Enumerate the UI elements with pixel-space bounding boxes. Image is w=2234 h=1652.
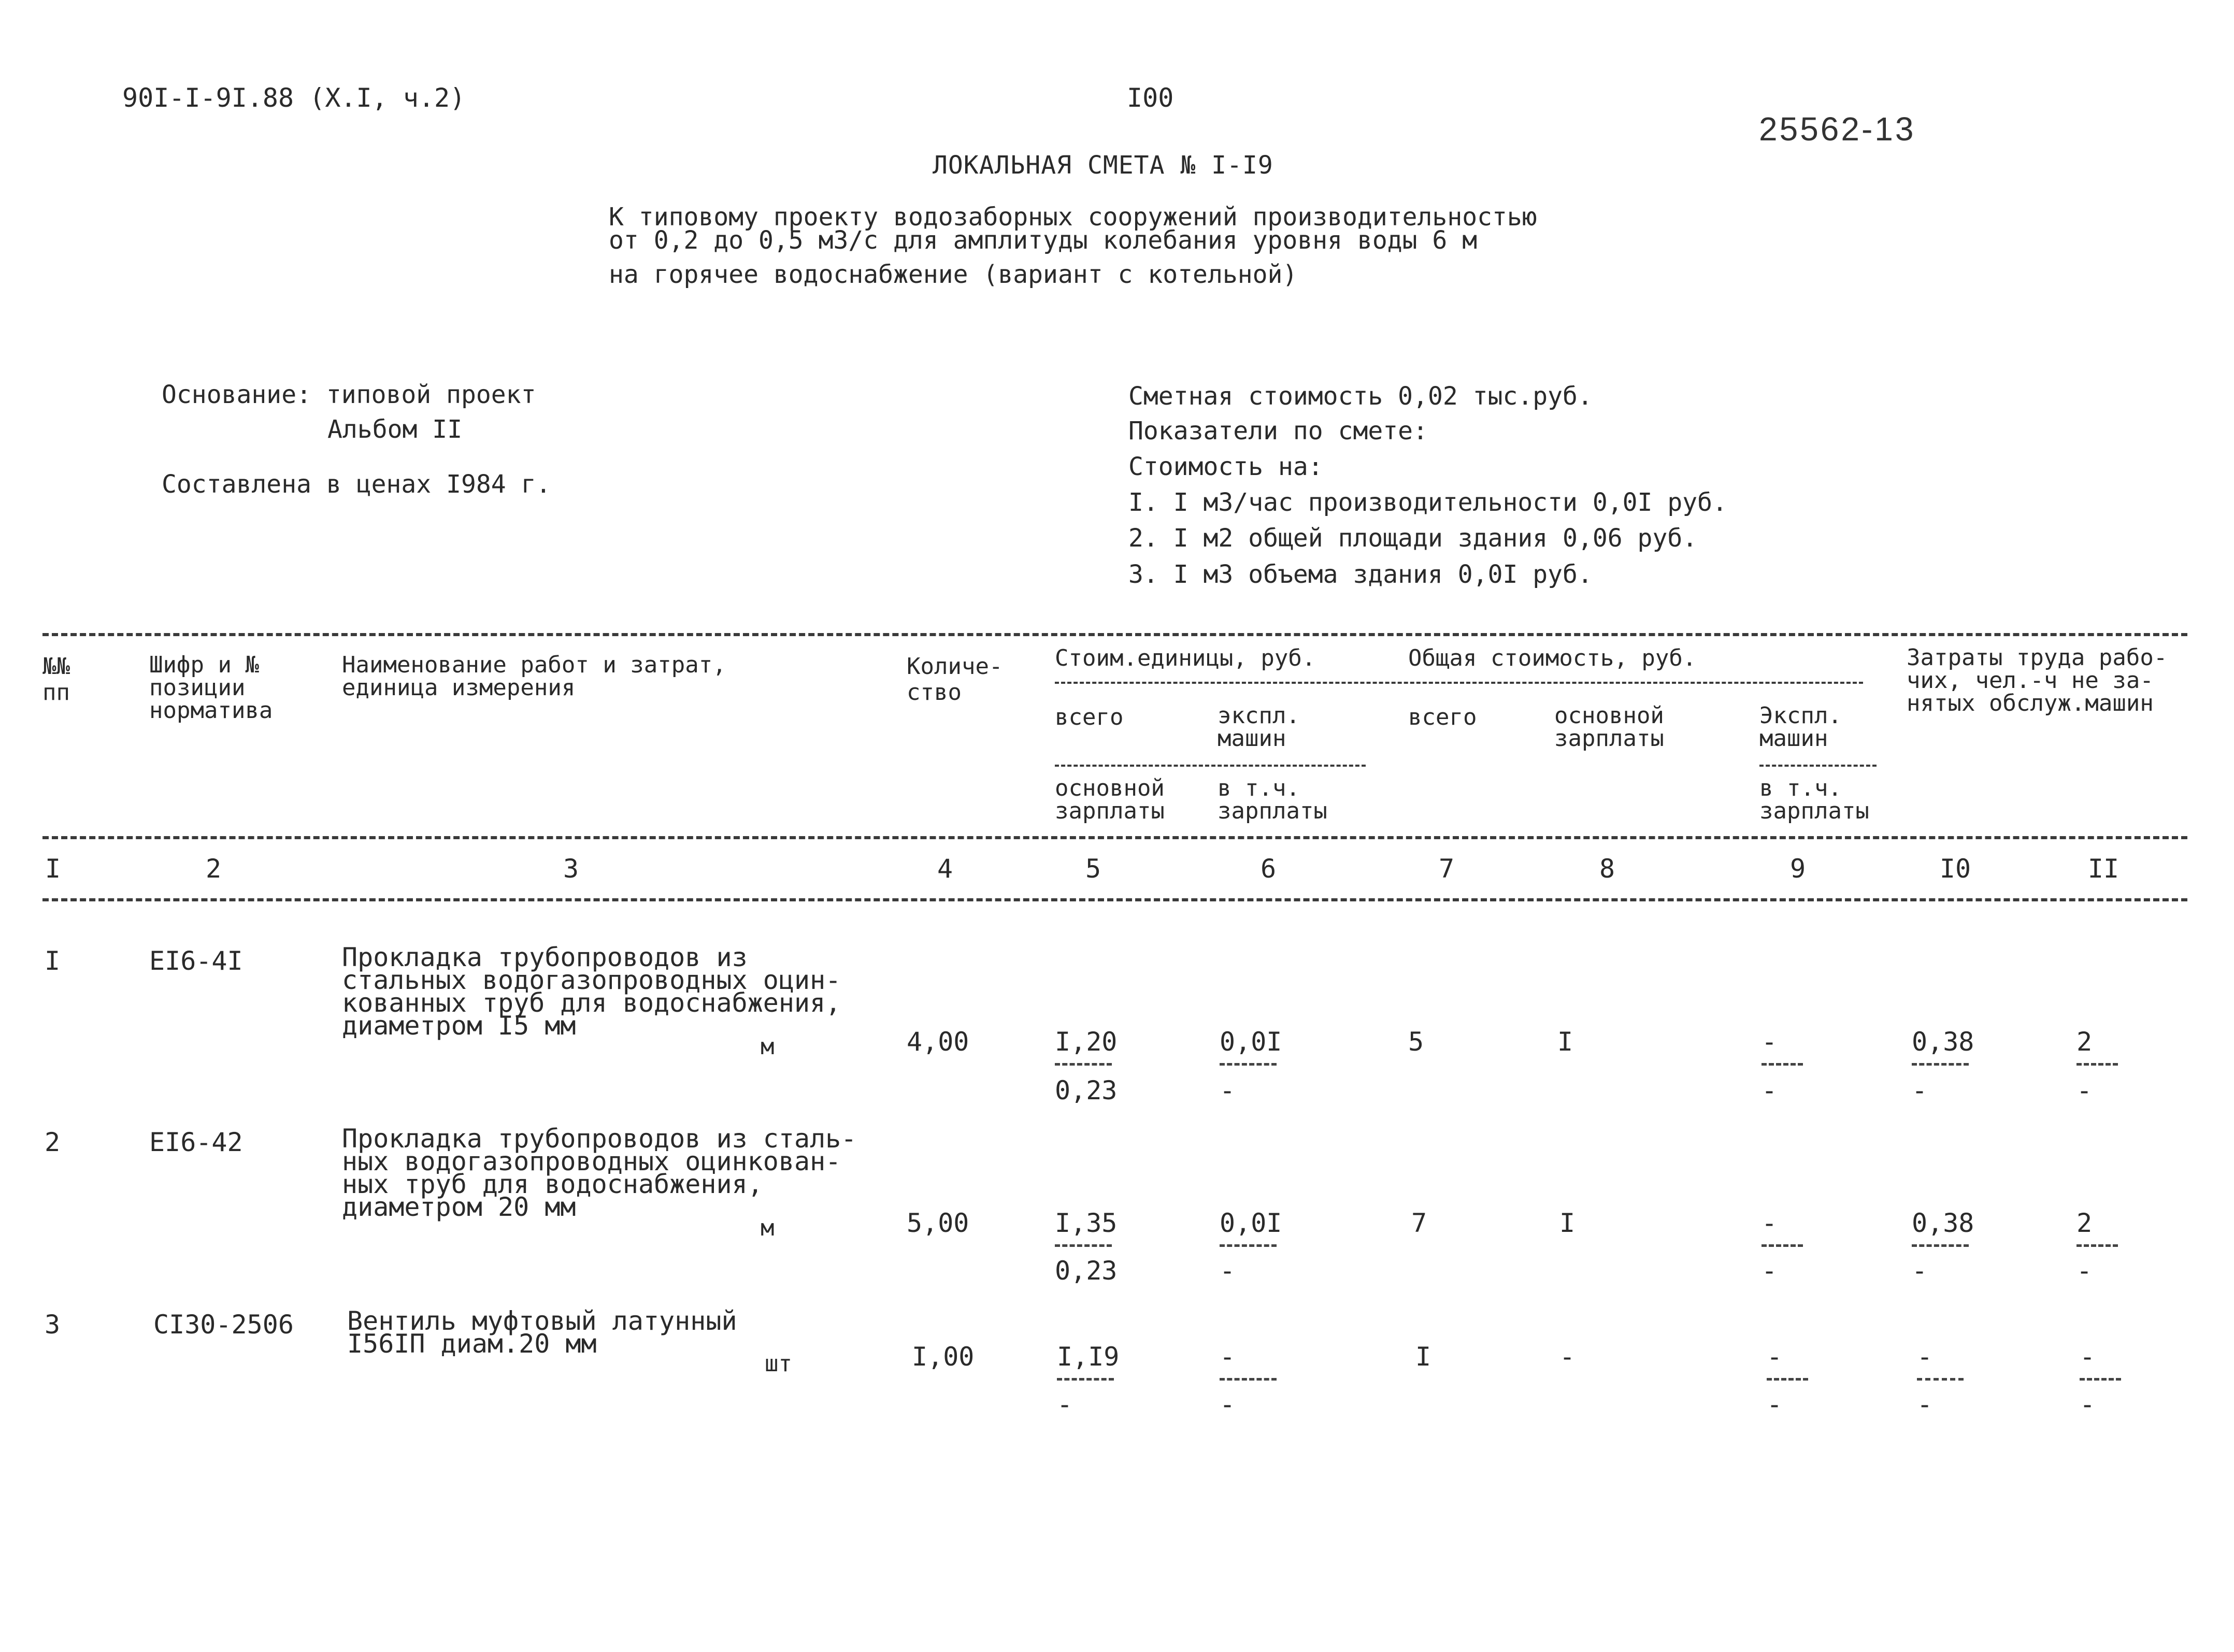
row-total-wage: - [1559, 1342, 1576, 1372]
row-unit-cost-wage: 0,23 [1055, 1075, 1118, 1105]
subtitle-line-3: на горячее водоснабжение (вариант с котельной) [609, 260, 1298, 289]
row-code: ЕI6-42 [149, 1127, 243, 1157]
basis-line-1: Основание: типовой проект [162, 380, 536, 409]
row-labor-total-bottom: - [2080, 1389, 2096, 1419]
row-number: I [45, 946, 61, 976]
header-vsego-1: всего [1055, 704, 1124, 730]
col-number-10: I0 [1939, 854, 1971, 884]
row-total-cost: 7 [1411, 1208, 1427, 1238]
row-machine-total: - [1762, 1208, 1778, 1238]
col-number-4: 4 [937, 854, 953, 884]
row-labor-bottom: - [1912, 1256, 1928, 1286]
fraction-bar [2077, 1244, 2118, 1247]
header-osn-1: основной зарплаты [1055, 775, 1165, 824]
header-subrule-2 [1055, 765, 1366, 767]
fraction-bar [2077, 1063, 2118, 1066]
row-unit-cost-wage: 0,23 [1055, 1256, 1118, 1286]
fraction-bar [1055, 1063, 1112, 1066]
fraction-bar [1220, 1063, 1277, 1066]
row-machine-total-wage: - [1767, 1389, 1783, 1419]
subtitle-line-1: К типовому проекту водозаборных сооружений производительностью [609, 203, 1537, 232]
header-bottom-rule [42, 836, 2187, 839]
row-unit-cost-total: I,35 [1055, 1208, 1118, 1238]
row-code: СI30-2506 [153, 1310, 294, 1340]
fraction-bar [1762, 1244, 1803, 1247]
basis-line-3: Составлена в ценах I984 г. [162, 470, 551, 499]
fraction-bar [1912, 1063, 1969, 1066]
row-number: 2 [45, 1127, 61, 1157]
row-labor-total-bottom: - [2077, 1075, 2093, 1105]
header-subrule-1 [1055, 682, 1863, 684]
row-unit: м [761, 1215, 775, 1241]
row-machine-cost: 0,0I [1220, 1208, 1282, 1238]
row-machine-total-wage: - [1762, 1256, 1778, 1286]
header-unit-cost: Стоим.единицы, руб. [1055, 645, 1316, 671]
row-labor: 0,38 [1912, 1027, 1974, 1057]
col-number-8: 8 [1599, 854, 1615, 884]
header-expl-1: экспл. машин [1218, 702, 1300, 752]
col-number-6: 6 [1260, 854, 1277, 884]
page-number: I00 [1127, 83, 1174, 113]
fraction-bar [1767, 1378, 1808, 1381]
row-total-cost: 5 [1408, 1027, 1424, 1057]
header-vtch-1: в т.ч. зарплаты [1218, 775, 1327, 824]
fraction-bar [1220, 1244, 1277, 1247]
estimated-cost: Сметная стоимость 0,02 тыс.руб. [1128, 382, 1593, 411]
header-col-code: Шифр и № позиции норматива [149, 652, 273, 724]
fraction-bar [1762, 1063, 1803, 1066]
cost-per-label: Стоимость на: [1128, 452, 1323, 481]
fraction-bar [1057, 1378, 1114, 1381]
header-vsego-2: всего [1408, 704, 1477, 730]
row-name: Вентиль муфтовый латунный I56IП диам.20 мм [347, 1306, 737, 1359]
row-number: 3 [45, 1310, 61, 1340]
header-col-quantity: Количе- ство [907, 653, 1003, 706]
row-total-cost: I [1415, 1342, 1431, 1372]
header-subrule-3 [1759, 765, 1877, 767]
row-code: ЕI6-4I [149, 946, 243, 976]
indicator-item-3: 3. I м3 объема здания 0,0I руб. [1128, 560, 1593, 589]
row-machine-cost: - [1220, 1342, 1236, 1372]
fraction-bar [1912, 1244, 1969, 1247]
stamp-number: 25562-13 [1759, 110, 1916, 148]
row-labor: 0,38 [1912, 1208, 1974, 1238]
row-unit: шт [765, 1351, 792, 1377]
row-machine-total: - [1767, 1342, 1783, 1372]
col-number-2: 2 [205, 854, 222, 884]
row-unit-cost-total: I,20 [1055, 1027, 1118, 1057]
row-labor-total: 2 [2077, 1027, 2093, 1057]
basis-line-2: Альбом II [327, 415, 463, 444]
row-labor-bottom: - [1912, 1075, 1928, 1105]
subtitle-line-2: от 0,2 до 0,5 м3/с для амплитуды колебания уровня воды 6 м [609, 226, 1478, 255]
col-number-11: II [2087, 854, 2120, 884]
indicator-item-2: 2. I м2 общей площади здания 0,06 руб. [1128, 524, 1698, 553]
header-total-cost: Общая стоимость, руб. [1408, 645, 1697, 671]
row-labor-total-bottom: - [2077, 1256, 2093, 1286]
row-machine-wage: - [1220, 1075, 1236, 1105]
row-name: Прокладка трубопроводов из стальных водогазопроводных оцин- кованных труб для водоснабжения, диаметром I5 мм [342, 942, 841, 1041]
fraction-bar [1220, 1378, 1277, 1381]
row-machine-total-wage: - [1762, 1075, 1778, 1105]
document-code: 90I-I-9I.88 (X.I, ч.2) [122, 83, 466, 113]
fraction-bar [1055, 1244, 1112, 1247]
row-machine-wage: - [1220, 1389, 1236, 1419]
header-col-number: №№ пп [42, 653, 70, 706]
row-labor: - [1917, 1342, 1933, 1372]
document-title: ЛОКАЛЬНАЯ СМЕТА № I-I9 [933, 151, 1273, 180]
fraction-bar [1917, 1378, 1964, 1381]
header-expl-2: Экспл. машин [1759, 702, 1842, 752]
row-quantity: I,00 [912, 1342, 975, 1372]
row-unit-cost-total: I,I9 [1057, 1342, 1120, 1372]
header-vtch-2: в т.ч. зарплаты [1759, 775, 1869, 824]
row-total-wage: I [1559, 1208, 1576, 1238]
row-quantity: 5,00 [907, 1208, 969, 1238]
row-name: Прокладка трубопроводов из сталь- ных водогазопроводных оцинкован- ных труб для водоснабжения, диаметром 20 мм [342, 1124, 857, 1222]
header-osn-2: основной зарплаты [1554, 702, 1664, 752]
row-labor-bottom: - [1917, 1389, 1933, 1419]
col-number-7: 7 [1438, 854, 1455, 884]
header-col-name: Наименование работ и затрат, единица измерения [342, 652, 726, 701]
row-labor-total: - [2080, 1342, 2096, 1372]
col-number-5: 5 [1085, 854, 1101, 884]
row-quantity: 4,00 [907, 1027, 969, 1057]
row-machine-cost: 0,0I [1220, 1027, 1282, 1057]
row-labor-total: 2 [2077, 1208, 2093, 1238]
fraction-bar [2080, 1378, 2121, 1381]
col-number-3: 3 [563, 854, 579, 884]
col-number-1: I [45, 854, 61, 884]
row-unit-cost-wage: - [1057, 1389, 1073, 1419]
col-number-9: 9 [1789, 854, 1806, 884]
indicators-label: Показатели по смете: [1128, 416, 1428, 446]
indicator-item-1: I. I м3/час производительности 0,0I руб. [1128, 488, 1727, 517]
row-machine-total: - [1762, 1027, 1778, 1057]
row-machine-wage: - [1220, 1256, 1236, 1286]
table-top-rule [42, 633, 2187, 636]
row-unit: м [761, 1033, 775, 1060]
header-labor: Затраты труда рабо- чих, чел.-ч не за- нятых обслуж.машин [1907, 644, 2168, 716]
row-total-wage: I [1557, 1027, 1573, 1057]
numbers-bottom-rule [42, 898, 2187, 901]
